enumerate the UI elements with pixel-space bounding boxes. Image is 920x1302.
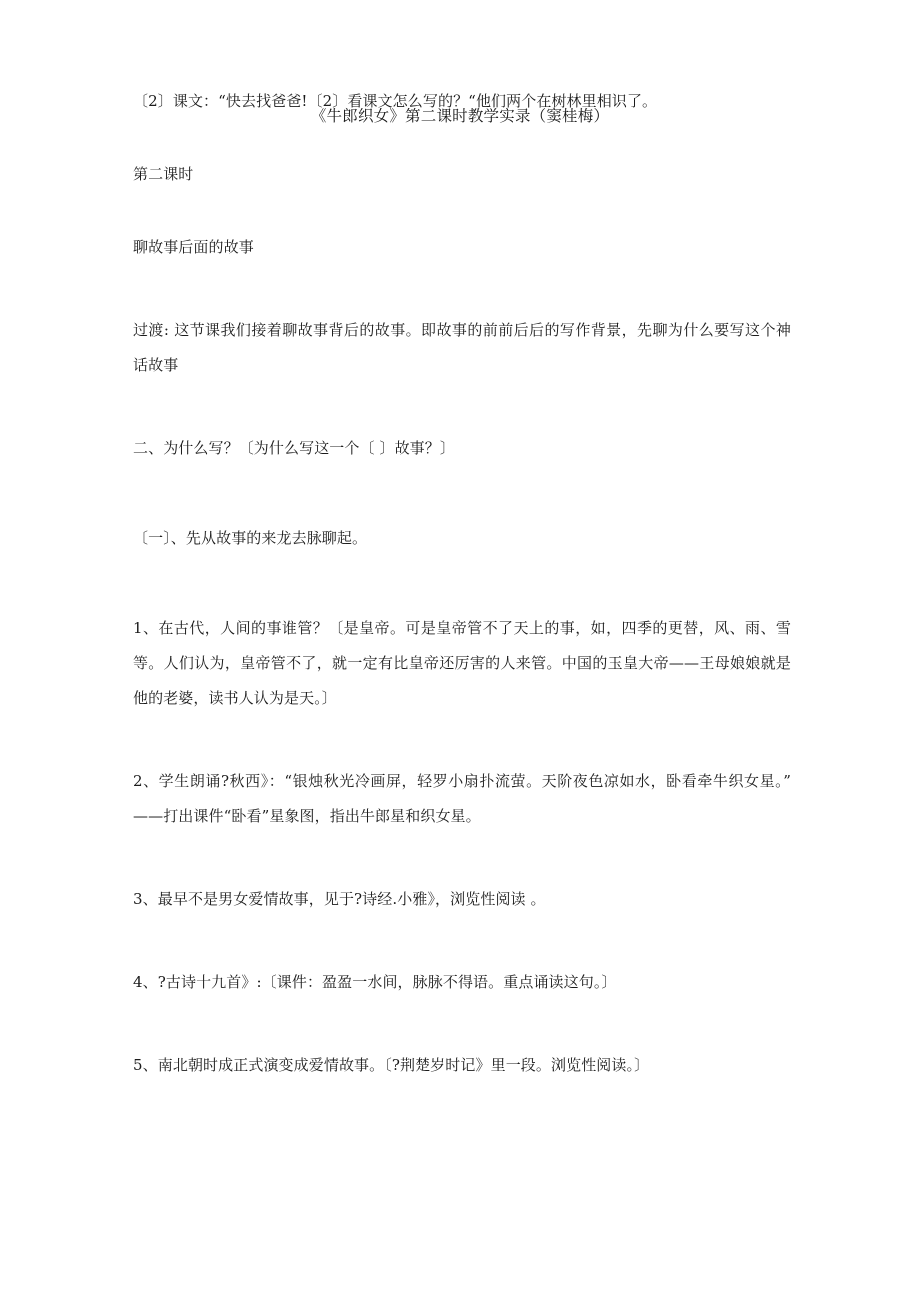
spacer [133, 556, 791, 611]
list-item-2: 2、学生朗诵?秋西》：“银烛秋光冷画屏，轻罗小扇扑流萤。天阶夜色凉如水，卧看牵牛织女星。”——打出课件“卧看”星象图，指出牛郎星和织女星。 [133, 772, 791, 825]
spacer [133, 1000, 791, 1048]
page-title: 《牛郎织女》第二课时教学实录（窦桂梅） [310, 107, 610, 125]
list-item-5: 5、南北朝时成正式演变成爱情故事。〔?荆楚岁时记》里一段。浏览性阅读。〕 [133, 1056, 650, 1074]
heading-section-two: 二、为什么写？〔为什么写这一个〔 〕故事？〕 [133, 439, 455, 457]
heading-lesson-period: 第二课时 [133, 165, 194, 183]
spacer [133, 119, 791, 157]
spacer [133, 192, 791, 230]
spacer [133, 466, 791, 521]
list-item-4: 4、?古诗十九首》:〔课件：盈盈一水间，脉脉不得语。重点诵读这句。〕 [133, 973, 617, 991]
spacer [133, 383, 791, 431]
paragraph-transition: 过渡: 这节课我们接着聊故事背后的故事。即故事的前前后后的写作背景，先聊为什么要写这个神话故事 [133, 321, 791, 374]
spacer [133, 0, 791, 84]
spacer [133, 716, 791, 764]
paragraph-quote-line: 〔2〕课文：“快去找爸爸!〔2〕看课文怎么写的？“他们两个在树林里相识了。 [133, 92, 658, 110]
heading-topic: 聊故事后面的故事 [133, 238, 254, 256]
spacer [133, 834, 791, 882]
heading-subsection-one: 〔一〕、先从故事的来龙去脉聊起。 [133, 529, 368, 547]
spacer [133, 265, 791, 313]
document-body [133, 0, 791, 1083]
spacer [133, 917, 791, 965]
list-item-1: 1、在古代，人间的事谁管？〔是皇帝。可是皇帝管不了天上的事，如，四季的更替，风、雨、雪等。人们认为，皇帝管不了，就一定有比皇帝还厉害的人来管。中国的玉皇大帝——王母娘娘就是他的老婆，读书人认为是天。〕 [133, 619, 791, 707]
list-item-3: 3、最早不是男女爱情故事，见于?诗经.小雅》，浏览性阅读 。 [133, 890, 546, 908]
